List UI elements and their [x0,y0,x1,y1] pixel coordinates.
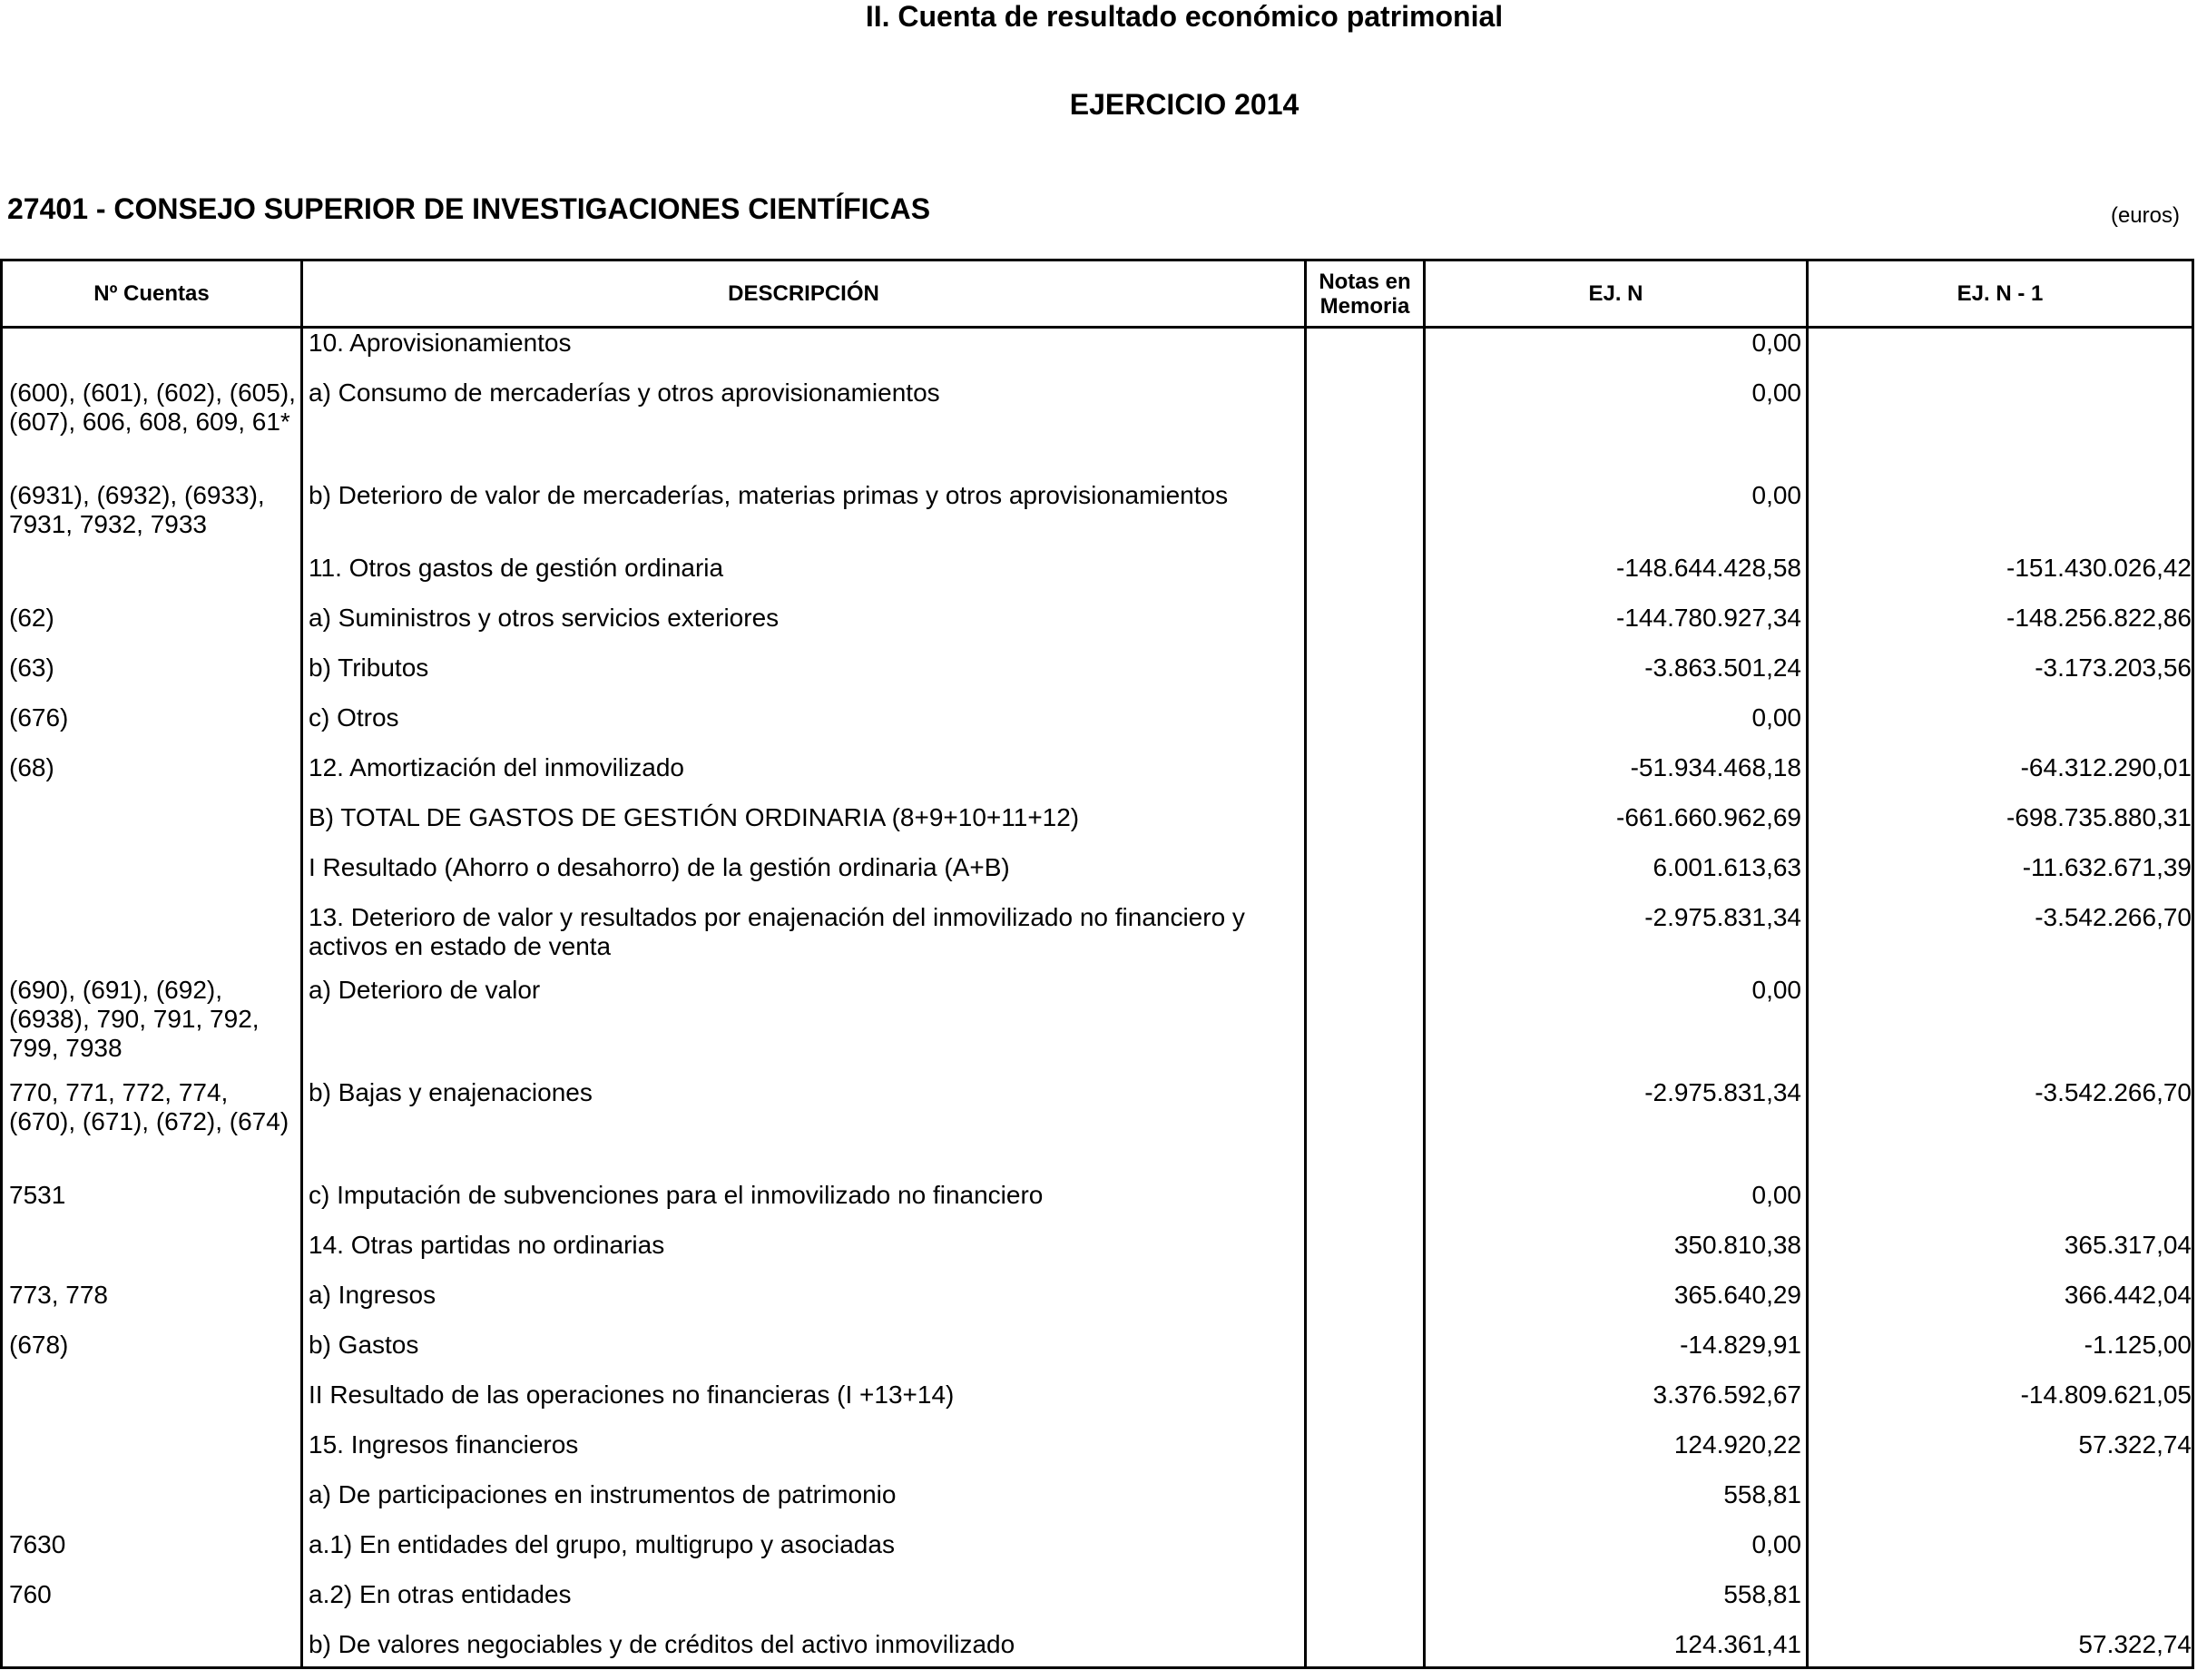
description-cell: a) Consumo de mercaderías y otros aprovisionamientos [309,378,940,407]
table-row [3,903,2192,976]
previous-year-amount-cell: 366.442,04 [2064,1281,2192,1309]
account-codes-cell: (600), (601), (602), (605), (607), 606, 608, 609, 61* [9,378,296,436]
account-codes-cell: 773, 778 [9,1281,108,1309]
table-row [3,554,2192,604]
current-year-amount-cell: 0,00 [1751,976,1801,1004]
description-cell: a) De participaciones en instrumentos de patrimonio [309,1480,897,1508]
table-row [3,653,2192,703]
table-row [3,976,2192,1078]
account-codes-cell: 7630 [9,1530,66,1558]
current-year-amount-cell: 124.361,41 [1673,1630,1801,1658]
description-cell: I Resultado (Ahorro o desahorro) de la gestión ordinaria (A+B) [309,853,1010,881]
table-row [3,1380,2192,1430]
account-codes-cell: 7531 [9,1181,66,1209]
table-row [3,1530,2192,1580]
account-codes-cell: (68) [9,753,54,781]
previous-year-amount-cell: 57.322,74 [2078,1430,2192,1459]
previous-year-amount-cell: 57.322,74 [2078,1630,2192,1658]
table-body [3,329,2192,1680]
description-cell: b) Bajas y enajenaciones [309,1078,593,1106]
account-codes-cell: (690), (691), (692), (6938), 790, 791, 792, 799, 7938 [9,976,260,1062]
description-cell: 13. Deterioro de valor y resultados por enajenación del inmovilizado no financiero y activos en estado de venta [309,903,1245,960]
previous-year-amount-cell: -11.632.671,39 [2022,853,2192,881]
description-cell: b) Tributos [309,653,429,682]
account-codes-cell: (62) [9,604,54,632]
previous-year-amount-cell: -151.430.026,42 [2006,554,2192,582]
table-row [3,1181,2192,1231]
column-header-accounts: Nº Cuentas [93,281,210,306]
description-cell: B) TOTAL DE GASTOS DE GESTIÓN ORDINARIA (8+9+10+11+12) [309,803,1080,831]
table-row [3,1480,2192,1530]
description-cell: a) Deterioro de valor [309,976,541,1004]
currency-units: (euros) [2110,203,2180,228]
income-statement-table [0,259,2194,1669]
current-year-amount-cell: -144.780.927,34 [1616,604,1801,632]
table-header [3,261,2192,329]
current-year-amount-cell: 124.920,22 [1673,1430,1801,1459]
report-title: II. Cuenta de resultado económico patrimonial [865,0,1504,33]
table-row [3,1281,2192,1331]
description-cell: a.1) En entidades del grupo, multigrupo y asociadas [309,1530,895,1558]
column-header-previous-year: EJ. N - 1 [1957,281,2044,306]
account-codes-cell: 760 [9,1580,52,1608]
description-cell: b) Deterioro de valor de mercaderías, materias primas y otros aprovisionamientos [309,481,1229,509]
description-cell: 11. Otros gastos de gestión ordinaria [309,554,724,582]
column-header-current-year: EJ. N [1588,281,1643,306]
table-row [3,329,2192,378]
table-row [3,481,2192,554]
table-row [3,703,2192,753]
description-cell: 12. Amortización del inmovilizado [309,753,684,781]
current-year-amount-cell: 0,00 [1751,1181,1801,1209]
table-row [3,1331,2192,1380]
entity-name: 27401 - CONSEJO SUPERIOR DE INVESTIGACIONES CIENTÍFICAS [7,192,931,225]
description-cell: b) De valores negociables y de créditos del activo inmovilizado [309,1630,1015,1658]
current-year-amount-cell: -2.975.831,34 [1644,903,1801,931]
previous-year-amount-cell: -3.173.203,56 [2035,653,2192,682]
account-codes-cell: (63) [9,653,54,682]
table-row [3,378,2192,481]
current-year-amount-cell: 350.810,38 [1673,1231,1801,1259]
account-codes-cell: (678) [9,1331,69,1359]
previous-year-amount-cell: -698.735.880,31 [2006,803,2192,831]
column-header-description: DESCRIPCIÓN [728,281,879,306]
description-cell: a) Suministros y otros servicios exteriores [309,604,780,632]
description-cell: 14. Otras partidas no ordinarias [309,1231,665,1259]
table-row [3,803,2192,853]
current-year-amount-cell: -51.934.468,18 [1630,753,1801,781]
fiscal-year: EJERCICIO 2014 [1069,88,1300,121]
description-cell: II Resultado de las operaciones no financieras (I +13+14) [309,1380,955,1409]
table-row [3,853,2192,903]
current-year-amount-cell: 0,00 [1751,703,1801,732]
previous-year-amount-cell: -14.809.621,05 [2020,1380,2192,1409]
current-year-amount-cell: 0,00 [1751,378,1801,407]
table-row [3,753,2192,803]
current-year-amount-cell: 6.001.613,63 [1653,853,1801,881]
table-row [3,604,2192,653]
description-cell: c) Otros [309,703,399,732]
column-header-notes: Notas en Memoria [1319,269,1411,319]
previous-year-amount-cell: -148.256.822,86 [2006,604,2192,632]
description-cell: c) Imputación de subvenciones para el inmovilizado no financiero [309,1181,1044,1209]
account-codes-cell: 770, 771, 772, 774, (670), (671), (672), (674) [9,1078,289,1135]
table-row [3,1231,2192,1281]
previous-year-amount-cell: -3.542.266,70 [2035,903,2192,931]
account-codes-cell: (6931), (6932), (6933), 7931, 7932, 7933 [9,481,265,538]
account-codes-cell: (676) [9,703,69,732]
current-year-amount-cell: -3.863.501,24 [1644,653,1801,682]
table-row [3,1580,2192,1630]
current-year-amount-cell: -661.660.962,69 [1616,803,1801,831]
previous-year-amount-cell: -3.542.266,70 [2035,1078,2192,1106]
table-row [3,1430,2192,1480]
current-year-amount-cell: -14.829,91 [1680,1331,1801,1359]
previous-year-amount-cell: -64.312.290,01 [2020,753,2192,781]
previous-year-amount-cell: 365.317,04 [2064,1231,2192,1259]
table-row [3,1078,2192,1181]
current-year-amount-cell: 365.640,29 [1673,1281,1801,1309]
current-year-amount-cell: 0,00 [1751,1530,1801,1558]
description-cell: a) Ingresos [309,1281,436,1309]
description-cell: a.2) En otras entidades [309,1580,572,1608]
current-year-amount-cell: 3.376.592,67 [1653,1380,1801,1409]
current-year-amount-cell: 558,81 [1723,1580,1801,1608]
description-cell: 15. Ingresos financieros [309,1430,579,1459]
current-year-amount-cell: 0,00 [1751,329,1801,357]
current-year-amount-cell: 0,00 [1751,481,1801,509]
description-cell: 10. Aprovisionamientos [309,329,572,357]
current-year-amount-cell: -2.975.831,34 [1644,1078,1801,1106]
current-year-amount-cell: 558,81 [1723,1480,1801,1508]
description-cell: b) Gastos [309,1331,419,1359]
previous-year-amount-cell: -1.125,00 [2084,1331,2192,1359]
current-year-amount-cell: -148.644.428,58 [1616,554,1801,582]
